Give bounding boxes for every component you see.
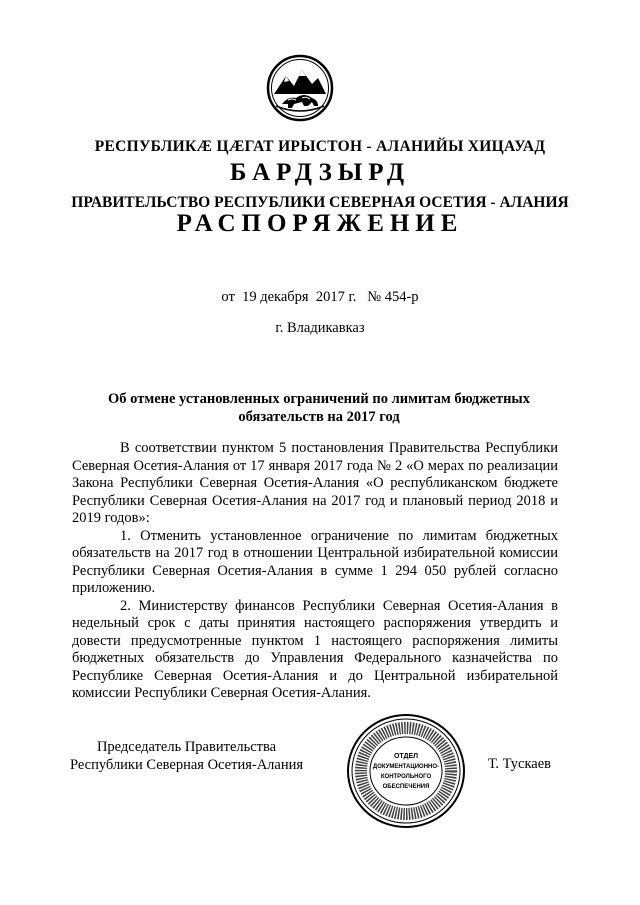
body-paragraph: 2. Министерству финансов Республики Северная Осетия-Алания в недельный срок с даты принятия настоящего распоряжения утвердить и довести предусмотренные пунктом 1 настоящего распоряжения лимиты бюджетных обязательств до Управления Федерального казначейства по Республике Северная Осетия-Алания и до Центральной избирательной комиссии Республики Северная Осетия-Алания. bbox=[72, 597, 558, 701]
stamp-text-line: ОТДЕЛ bbox=[393, 753, 419, 760]
header-ossetian-line: РЕСПУБЛИКÆ ЦÆГАТ ИРЫСТОН - АЛАНИЙЫ ХИЦАУАД bbox=[94, 138, 546, 155]
stamp-text-line: ДОКУМЕНТАЦИОННО- bbox=[372, 764, 440, 770]
document-date: от 19 декабря 2017 г. bbox=[221, 289, 357, 305]
body-paragraph: 1. Отменить установленное ограничение по лимитам бюджетных обязательств на 2017 год в отношении Центральной избирательной комиссии Республики Северная Осетия-Алания в сумме 1 294 050 рублей согласно приложению. bbox=[72, 527, 558, 596]
document-city: г. Владикавказ bbox=[275, 320, 365, 336]
header-government-line: ПРАВИТЕЛЬСТВО РЕСПУБЛИКИ СЕВЕРНАЯ ОСЕТИЯ - АЛАНИЯ bbox=[71, 194, 569, 211]
document-subject: Об отмене установленных ограничений по лимитам бюджетных обязательств на 2017 год bbox=[107, 391, 530, 425]
document-body bbox=[72, 440, 558, 703]
official-stamp bbox=[345, 712, 467, 830]
stamp-text-line: КОНТРОЛЬНОГО bbox=[380, 774, 432, 780]
document-number: № 454-р bbox=[367, 289, 419, 305]
signatory-title-line: Председатель Правительства bbox=[96, 739, 277, 755]
signatory-name: Т. Тускаев bbox=[488, 756, 552, 772]
document-type-title: РАСПОРЯЖЕНИЕ bbox=[176, 210, 464, 237]
signatory-title-line: Республики Северная Осетия-Алания bbox=[70, 757, 304, 773]
header-ossetian-title: БАРДЗЫРД bbox=[229, 159, 411, 186]
signatory-title bbox=[70, 738, 303, 774]
coat-of-arms-icon bbox=[266, 54, 334, 122]
body-paragraph: В соответствии пунктом 5 постановления Правительства Республики Северная Осетия-Алания от 17 января 2017 года № 2 «О мерах по реализации Закона Республики Северная Осетия-Алания «О республиканском бюджете Республики Северная Осетия-Алания на 2017 год и плановый период 2018 и 2019 годов»: bbox=[72, 440, 558, 526]
date-line bbox=[0, 289, 640, 306]
stamp-text-line: ОБЕСПЕЧЕНИЯ bbox=[382, 784, 430, 790]
